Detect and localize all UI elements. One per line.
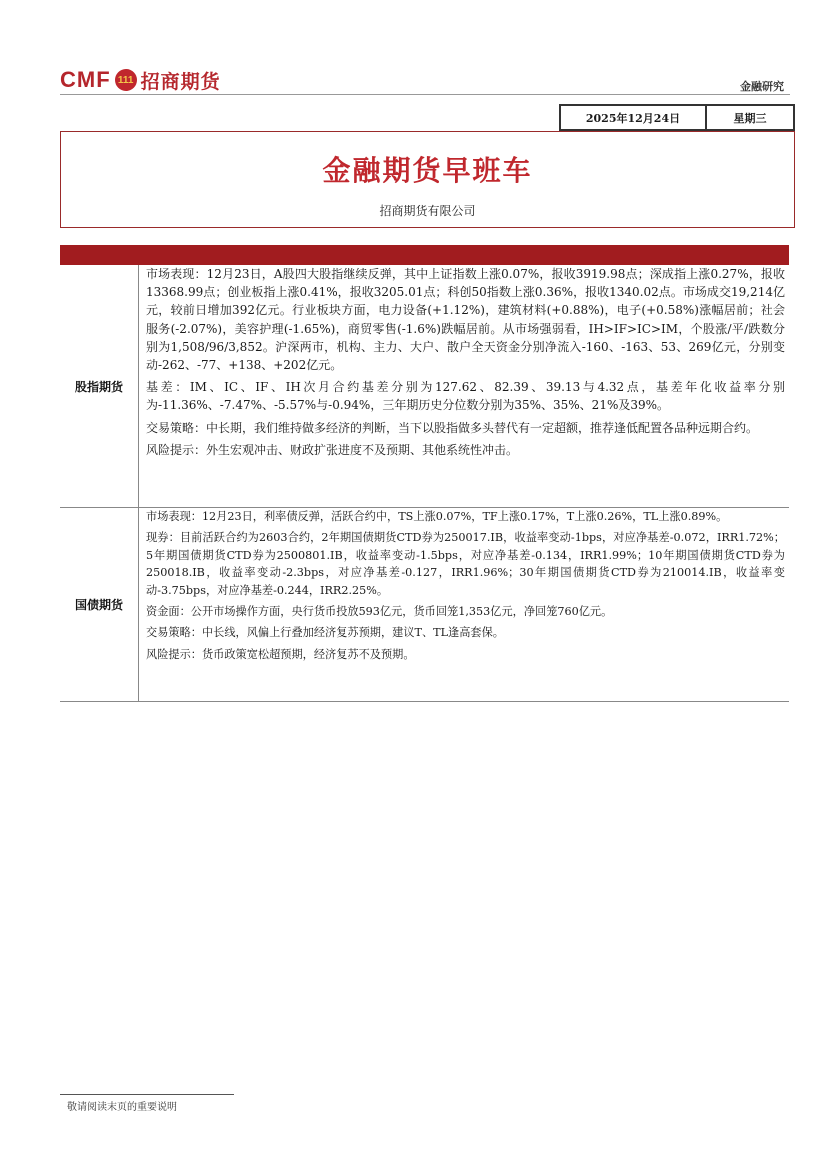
bond-label-cell (60, 508, 139, 701)
treasury-futures-section (60, 508, 789, 702)
company-name: 招商期货有限公司 (379, 204, 476, 218)
header-divider (60, 94, 790, 95)
date-box (559, 104, 795, 131)
footer-divider (60, 1094, 234, 1095)
equity-content (146, 265, 785, 463)
equity-strategy: 交易策略：中长期，我们维持做多经济的判断，当下以股指做多头替代有一定超额，推荐逢低配置各品种远期合约。 (146, 420, 759, 435)
section-header-bar (60, 245, 789, 265)
logo-cn-text: 招商期货 (140, 70, 221, 93)
bond-risk: 风险提示：货币政策宽松超预期，经济复苏不及预期。 (146, 647, 415, 661)
bond-spot: 现券：目前活跃合约为2603合约，2年期国债期货CTD券为250017.IB，收益率变动-1bps，对应净基差-0.072，IRR1.72%；5年期国债期货CTD券为2500801.IB，收益率变动-1.5bps，对应净基差-0.134，IRR1.99%；10年期国债期货CTD券为250018.IB，收益率变动-2.3bps，对应净基差-0.127，IRR1.96%；30年期国债期货CTD券为210014.IB，收益率变动-3.75bps，对应净基差-0.244，IRR2.25%。 (146, 531, 785, 597)
bond-market-performance: 市场表现：12月23日，利率债反弹，活跃合约中，TS上涨0.07%，TF上涨0.17%，T上涨0.26%，TL上涨0.89%。 (146, 510, 728, 523)
logo-cmf-text: CMF (60, 67, 111, 92)
equity-label-cell (60, 265, 139, 507)
equity-futures-section (60, 265, 789, 508)
equity-basis: 基差：IM、IC、IF、IH次月合约基差分别为127.62、82.39、39.13与4.32点，基差年化收益率分别为-11.36%、-7.47%、-5.57%与-0.94%，三年期历史分位数分别为35%、35%、21%及39%。 (146, 380, 785, 413)
title-box (60, 131, 795, 228)
bond-liquidity: 资金面：公开市场操作方面，央行货币投放593亿元，货币回笼1,353亿元，净回笼760亿元。 (146, 605, 613, 619)
bond-strategy: 交易策略：中长线，风偏上行叠加经济复苏预期，建议T、TL逢高套保。 (146, 626, 504, 640)
report-title: 金融期货早班车 (322, 154, 533, 187)
logo-emblem-text: 111 (117, 74, 134, 86)
bond-content (146, 508, 785, 667)
bond-label: 国债期货 (74, 598, 123, 612)
logo-emblem-icon (115, 69, 137, 91)
equity-market-performance: 市场表现：12月23日，A股四大股指继续反弹，其中上证指数上涨0.07%，报收3919.98点；深成指上涨0.27%，报收13368.99点；创业板指上涨0.41%，报收3205.01点；科创50指数上涨0.36%，报收1340.02点。市场成交19,214亿元，较前日增加392亿元。行业板块方面，电力设备(+1.12%)，建筑材料(+0.88%)，电子(+0.58%)涨幅居前；社会服务(-2.07%)，美容护理(-1.65%)，商贸零售(-1.6%)跌幅居前。从市场强弱看，IH>IF>IC>IM，个股涨/平/跌数分别为1,508/96/3,852。沪深两市，机构、主力、大户、散户全天资金分别净流入-160、-163、53、269亿元，分别变动-262、-77、+138、+202亿元。 (146, 267, 785, 373)
footer-note: 敬请阅读末页的重要说明 (67, 1102, 177, 1113)
equity-label: 股指期货 (74, 379, 123, 394)
equity-risk: 风险提示：外生宏观冲击、财政扩张进度不及预期、其他系统性冲击。 (146, 442, 519, 457)
report-weekday: 星期三 (733, 111, 767, 125)
report-date: 2025年12月24日 (561, 106, 707, 129)
company-logo (60, 66, 221, 94)
section-label: 金融研究 (740, 80, 784, 93)
